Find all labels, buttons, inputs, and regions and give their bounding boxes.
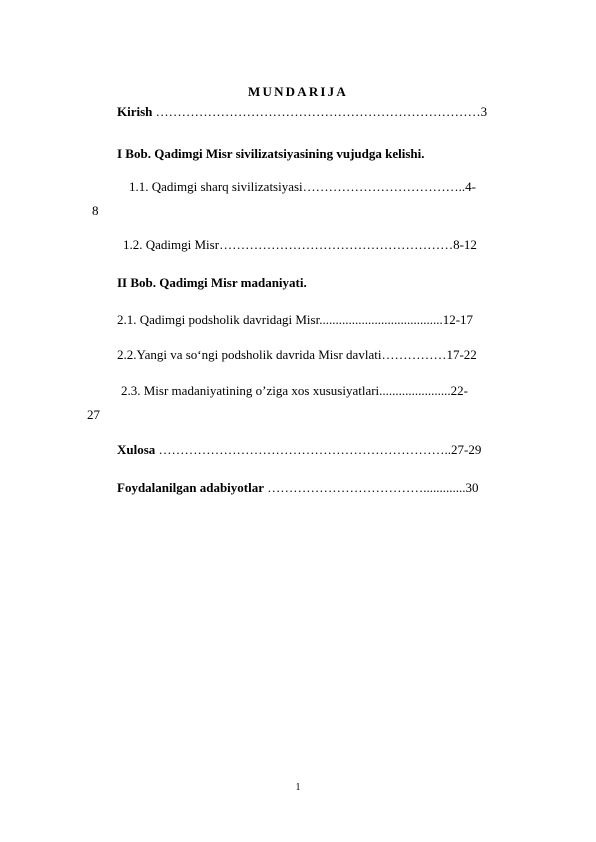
toc-entry-2-2 xyxy=(117,347,477,363)
toc-leader: …………… xyxy=(381,347,447,362)
page-title: MUNDARIJA xyxy=(248,84,348,99)
toc-page-continuation: 27 xyxy=(87,407,100,422)
toc-label: Foydalanilgan adabiyotlar xyxy=(117,480,264,495)
toc-page: 17-22 xyxy=(446,347,477,362)
toc-leader: ...................................... xyxy=(319,312,443,327)
toc-label: 1.1. Qadimgi sharq sivilizatsiyasi xyxy=(129,179,303,194)
page-number: 1 xyxy=(295,782,301,793)
toc-label: 2.2.Yangi va so‘ngi podsholik davrida Misr davlati xyxy=(117,347,382,362)
toc-label: 1.2. Qadimgi Misr xyxy=(123,237,220,252)
toc-label: Kirish xyxy=(117,104,153,119)
toc-page: 4- xyxy=(465,179,477,194)
toc-page: 27-29 xyxy=(451,442,482,457)
toc-entry-kirish xyxy=(117,104,487,120)
toc-leader: ...................... xyxy=(379,383,451,398)
toc-entry-2-3 xyxy=(121,383,468,399)
toc-page: 22- xyxy=(450,383,468,398)
toc-leader: ………………………………............. xyxy=(264,480,466,495)
toc-entry-adabiyotlar xyxy=(117,480,479,496)
toc-page: 30 xyxy=(465,480,479,495)
toc-entry-2-1 xyxy=(117,312,473,328)
toc-leader: ………………………………………………………….. xyxy=(155,442,452,457)
toc-chapter-2: II Bob. Qadimgi Misr madaniyati. xyxy=(117,275,307,290)
toc-label: 2.3. Misr madaniyatining o’ziga xos xususiyatlari xyxy=(121,383,380,398)
toc-leader: ……………………………….. xyxy=(302,179,466,194)
toc-entry-xulosa xyxy=(117,442,481,458)
toc-entry-1-1 xyxy=(129,179,476,195)
toc-chapter-1: I Bob. Qadimgi Misr sivilizatsiyasining vujudga kelishi. xyxy=(117,146,425,161)
toc-entry-1-2 xyxy=(123,237,477,253)
toc-leader: ……………………………………………… xyxy=(219,237,454,252)
toc-page-continuation: 8 xyxy=(92,203,99,218)
toc-page: 12-17 xyxy=(442,312,474,327)
toc-label: Xulosa xyxy=(117,442,156,457)
toc-leader: ………………………………………………………………… xyxy=(152,104,481,119)
toc-page: 8-12 xyxy=(453,237,477,252)
toc-page: 3 xyxy=(480,104,488,119)
toc-label: 2.1. Qadimgi podsholik davridagi Misr xyxy=(117,312,320,327)
